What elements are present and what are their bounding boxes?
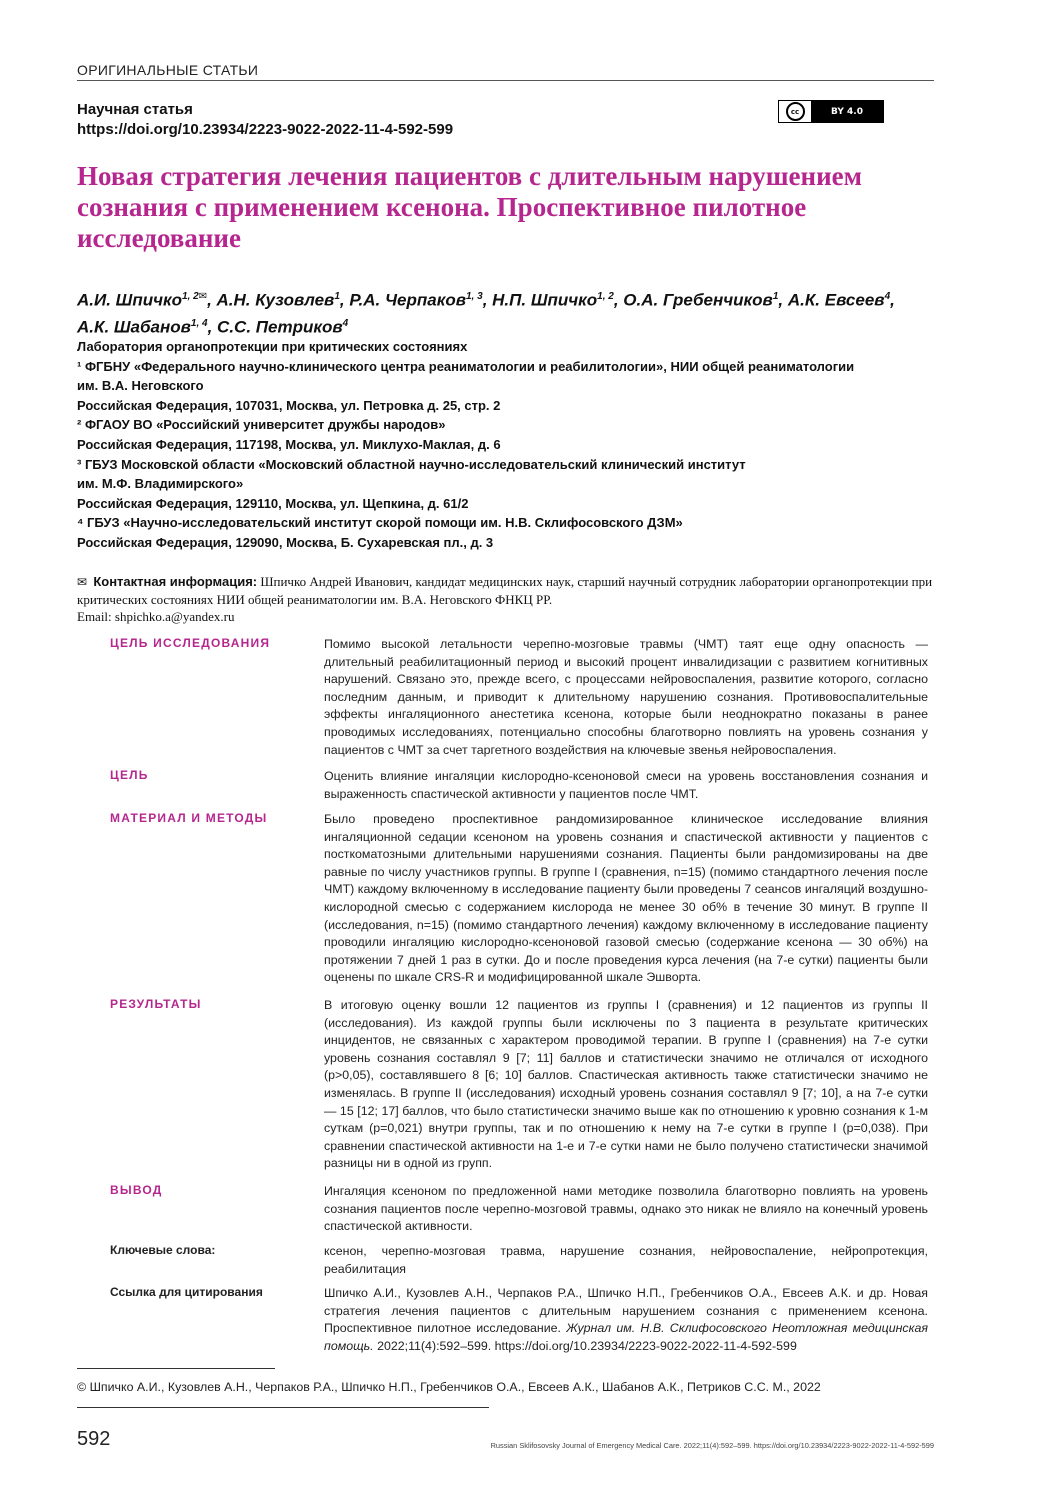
mail-icon: ✉ [77, 575, 88, 589]
abstract-text: В итоговую оценку вошли 12 пациентов из группы I (сравнения) и 12 пациентов из группы II (исследования). Из каждой группы были исключены по 3 пациента в результате критических инцидентов, не связанных с характером проводимой терапии. В группе I (сравнения) на 7-е сутки уровень сознания составлял 9 [7; 11] баллов и статистически значимо не отличался от исходного (p>0,05), составлявшего 8 [6; 10] баллов. Спастическая активность также статистически значимо не изменялась. В группе II (исследования) исходный уровень сознания составлял 9 [7; 10], а на 7-е сутки — 15 [12; 17] баллов, что было статистически значимо выше как по отношению к уровню сознания к 1-м суткам (p=0,021) внутри группы, так и по отношению к нему на 7-е сутки в группе I (p=0,038). При сравнении спастической активности на 1-е и 7-е сутки нами не было получено статистически значимой разницы ни в одной из групп. [324, 998, 928, 1171]
affiliation-line: Лаборатория органопротекции при критических состояниях [77, 339, 468, 354]
footer-divider [77, 1368, 275, 1369]
author-affil-sup: 4 [884, 291, 891, 302]
citation-main: Шпичко А.И., Кузовлев А.Н., Черпаков Р.А., Шпичко Н.П., Гребенчиков О.А., Евсеев А.К. и др. Новая стратегия лечения пациентов с длительным нарушением сознания с применением ксенона. Проспективное пилотное исследование. [324, 1286, 928, 1336]
author-name: Р.А. Черпаков [349, 290, 466, 310]
abstract-label: РЕЗУЛЬТАТЫ [110, 997, 202, 1011]
affiliations [77, 337, 947, 553]
author-affil-sup: 1, 2 [182, 291, 199, 302]
author-affil-sup: 1 [334, 291, 340, 302]
author-name: О.А. Гребенчиков [623, 290, 773, 310]
author-name: Н.П. Шпичко [492, 290, 598, 310]
footer-divider [77, 1407, 489, 1408]
author-affil-sup: 4 [342, 317, 349, 329]
author-name: А.К. Евсеев [787, 290, 885, 310]
header-divider [77, 80, 934, 81]
cc-icon [779, 101, 811, 122]
author-name: С.С. Петриков [217, 317, 343, 337]
citation [110, 1285, 930, 1357]
keywords-text: ксенон, черепно-мозговая травма, нарушение сознания, нейровоспаление, нейропротекция, реабилитация [324, 1244, 928, 1276]
author-affil-sup: 1, 3 [466, 291, 483, 302]
abstract-text: Ингаляция ксеноном по предложенной нами методике позволила благотворно повлиять на уровень сознания пациентов после черепно-мозговой травмы, однако это никак не влияло на конечный уровень спастической активности. [324, 1184, 928, 1234]
contact-label: Контактная информация: [93, 574, 258, 589]
journal-footer: Russian Sklifosovsky Journal of Emergency Medical Care. 2022;11(4):592–599. https://doi.org/10.23934/2223-9022-2022-11-4-592-599 [490, 1441, 934, 1450]
article-title: Новая стратегия лечения пациентов с длительным нарушением сознания с применением ксенона. Проспективное пилотное исследование [77, 161, 863, 253]
affiliation-line: ⁴ ГБУЗ «Научно-исследовательский институт скорой помощи им. Н.В. Склифосовского ДЗМ» [77, 515, 683, 531]
article-type: Научная статья [77, 101, 193, 118]
abstract-aim [110, 768, 930, 804]
contact-email[interactable]: Email: shpichko.a@yandex.ru [77, 609, 235, 624]
citation-journal: Журнал им. Н.В. Склифосовского Неотложная медицинская помощь. [324, 1321, 928, 1353]
cc-license-badge[interactable] [778, 100, 884, 123]
abstract-label: МАТЕРИАЛ И МЕТОДЫ [110, 811, 268, 825]
affiliation-line: Российская Федерация, 129090, Москва, Б. Сухаревская пл., д. 3 [77, 534, 494, 550]
abstract-text: Оценить влияние ингаляции кислородно-ксеноновой смеси на уровень восстановления сознания и выраженность спастической активности у пациентов после ЧМТ. [324, 769, 928, 801]
author-list: А.И. Шпичко$^{1, 2✉}$, А.Н. Кузовлев$^1$, Р.А. Черпаков$^{1, 3}$, Н.П. Шпичко$^{1, 2}$, О.А. Гребенчиков$^1$, А.К. Евсеев$^4$, А.К. Шабанов$^{1, 4}$, С.С. Петриков$^4$ [77, 290, 895, 337]
affiliation-line: Российская Федерация, 129110, Москва, ул. Щепкина, д. 61/2 [77, 495, 469, 511]
affiliation-line: Российская Федерация, 107031, Москва, ул. Петровка д. 25, стр. 2 [77, 397, 501, 413]
affiliation-line: ¹ ФГБНУ «Федерального научно-клинического центра реаниматологии и реабилитологии», НИИ общей реаниматологии [77, 358, 855, 374]
author-affil-sup: 1, 4 [190, 317, 208, 329]
citation-text [324, 1285, 928, 1355]
affiliation-line: им. М.Ф. Владимирского» [77, 476, 244, 492]
affiliation-line: ² ФГАОУ ВО «Российский университет дружбы народов» [77, 417, 446, 433]
abstract-label: ВЫВОД [110, 1183, 163, 1197]
abstract-label: ЦЕЛЬ ИССЛЕДОВАНИЯ [110, 636, 271, 650]
keywords-label: Ключевые слова: [110, 1243, 216, 1257]
abstract-text: Помимо высокой летальности черепно-мозговые травмы (ЧМТ) таят еще одну опасность — длительный реабилитационный период и высокий процент инвалидизации с развитием когнитивных нарушений. Связано это, прежде всего, с процессами нейровоспаления, развитие которого, согласно последним данным, и приводит к длительному нарушению сознания. Противовоспалительные эффекты ингаляционного анестетика ксенона, которые были неоднократно показаны в ранее проводимых исследованиях, потенциально способны благотворно повлиять на уровень сознания у пациентов с ЧМТ за счет таргетного воздействия на ключевые звенья нейровоспаления. [324, 637, 928, 757]
copyright: © Шпичко А.И., Кузовлев А.Н., Черпаков Р.А., Шпичко Н.П., Гребенчиков О.А., Евсеев А.К., Шабанов А.К., Петриков С.С. М., 2022 [77, 1380, 821, 1394]
author-name: А.К. Шабанов [77, 317, 191, 337]
abstract-relevance [110, 636, 930, 762]
contact-info [77, 573, 937, 625]
abstract-text: Было проведено проспективное рандомизированное клиническое исследование влияния ингаляционной седации ксеноном на уровень сознания и спастической активности у пациентов с посткоматозными длительными нарушениями сознания. Пациенты были рандомизированы на две равные по числу участников группы. В группе I (сравнения, n=15) (помимо стандартного лечения после ЧМТ) каждому включенному в исследование пациенту были проведены 7 сеансов ингаляций воздушно-кислородной смесью с содержанием кислорода не менее 30 об% в течение 30 минут. В группе II (исследования, n=15) (помимо стандартного лечения) каждому включенному в исследование пациенту проводили ингаляцию кислородно-ксеноновой газовой смесью (содержание ксенона — 30 об%) на протяжении 7 дней 1 раз в сутки. До и после проведения курса лечения (на 7-е сутки) пациенты были оценены по шкале CRS-R и модифицированной шкале Эшворта. [324, 812, 928, 985]
citation-tail: 2022;11(4):592–599. https://doi.org/10.23934/2223-9022-2022-11-4-592-599 [377, 1338, 797, 1353]
mail-icon: ✉ [198, 291, 208, 302]
author-name: А.Н. Кузовлев [216, 290, 335, 310]
abstract-results [110, 997, 930, 1175]
cc-by-label: BY 4.0 [811, 101, 883, 122]
author-affil-sup: 1, 2 [597, 291, 614, 302]
affiliation-line: Российская Федерация, 117198, Москва, ул. Миклухо-Маклая, д. 6 [77, 436, 501, 452]
author-name: А.И. Шпичко [77, 290, 182, 310]
contact-text: Шпичко Андрей Иванович, кандидат медицинских наук, старший научный сотрудник лаборатории органопротекции при критических состояниях НИИ общей реаниматологии им. В.А. Неговского ФНКЦ РР. [77, 574, 933, 607]
affiliation-line: им. В.А. Неговского [77, 378, 204, 394]
citation-label: Ссылка для цитирования [110, 1285, 263, 1299]
author-affil-sup: 1 [772, 291, 779, 302]
abstract-label: ЦЕЛЬ [110, 768, 149, 782]
keywords [110, 1243, 930, 1279]
page-number: 592 [77, 1428, 111, 1450]
abstract-methods [110, 811, 930, 991]
section-label: ОРИГИНАЛЬНЫЕ СТАТЬИ [77, 62, 259, 78]
doi-link[interactable]: https://doi.org/10.23934/2223-9022-2022-11-4-592-599 [77, 121, 454, 138]
cc-circle: cc [786, 102, 805, 121]
abstract-conclusion [110, 1183, 930, 1237]
affiliation-line: ³ ГБУЗ Московской области «Московский областной научно-исследовательский клинический институт [77, 456, 746, 472]
